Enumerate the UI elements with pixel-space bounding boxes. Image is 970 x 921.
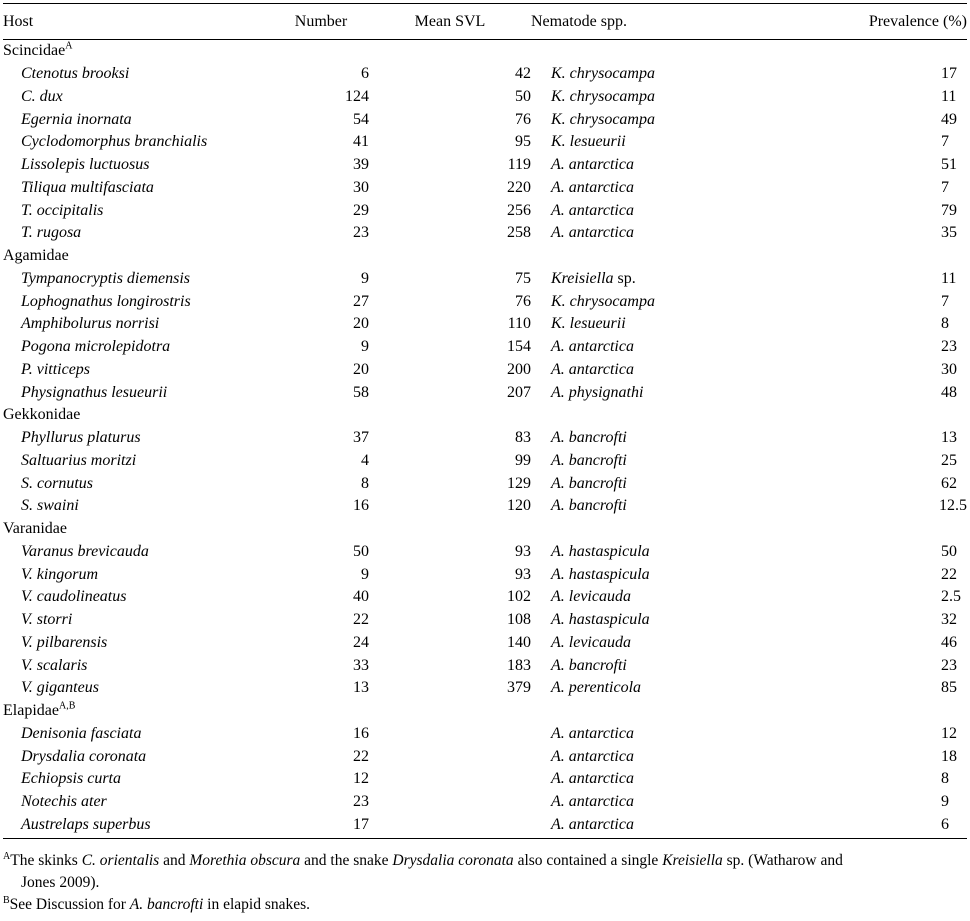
table-row [3, 336, 967, 359]
italic-text: Drysdalia coronata [392, 852, 514, 869]
host-cell: C. dux [21, 87, 63, 105]
italic-text: A. bancrofti [551, 474, 627, 492]
nematode-cell [531, 268, 751, 291]
host-cell: Egernia inornata [21, 110, 132, 128]
host-cell: Lissolepis luctuosus [21, 156, 150, 174]
italic-text: A. levicauda [551, 633, 631, 651]
mean-svl-cell [369, 791, 531, 814]
italic-text: A. hastaspicula [551, 565, 650, 583]
nematode-cell [531, 541, 751, 564]
prevalence-value: 48 [941, 383, 957, 401]
prevalence-cell [751, 313, 967, 336]
table-row [3, 472, 967, 495]
nematode-cell [531, 63, 751, 86]
group-name: Elapidae [3, 702, 59, 720]
prevalence-value: 50 [941, 542, 957, 560]
italic-text: Morethia obscura [189, 852, 301, 869]
prevalence-cell [751, 336, 967, 359]
number-cell: 124 [345, 87, 369, 105]
nematode-cell [531, 677, 751, 700]
table-row [3, 654, 967, 677]
prevalence-cell [751, 472, 967, 495]
table-row [3, 199, 967, 222]
prevalence-cell [751, 541, 967, 564]
footnote-line [3, 872, 967, 894]
italic-text: A. antarctica [551, 360, 634, 378]
prevalence-value: 32 [941, 611, 957, 629]
group-name: Scincidae [3, 42, 66, 60]
prevalence-value: 12 [941, 724, 957, 742]
number-cell: 22 [353, 611, 369, 629]
prevalence-cell [751, 723, 967, 746]
number-cell: 54 [353, 110, 369, 128]
number-cell: 9 [361, 565, 369, 583]
host-cell: Notechis ater [21, 793, 107, 811]
nematode-cell [531, 814, 751, 839]
number-cell: 27 [353, 292, 369, 310]
footnote-marker: A [3, 850, 11, 862]
nematode-cell [531, 768, 751, 791]
italic-text: A. bancrofti [551, 656, 627, 674]
table-row [3, 563, 967, 586]
plain-text: and the snake [300, 852, 393, 869]
prevalence-value: 2.5 [941, 588, 961, 606]
prevalence-value: 6 [941, 815, 949, 833]
nematode-cell [531, 222, 751, 245]
number-cell: 8 [361, 474, 369, 492]
mean-svl-cell: 83 [515, 429, 531, 447]
italic-text: A. antarctica [551, 178, 634, 196]
italic-text: K. chrysocampa [551, 87, 655, 105]
nematode-cell [531, 381, 751, 404]
mean-svl-cell: 379 [507, 679, 531, 697]
italic-text: Kreisiella [551, 269, 614, 287]
table-row [3, 541, 967, 564]
number-cell: 13 [353, 679, 369, 697]
mean-svl-cell: 119 [507, 156, 531, 174]
host-cell: V. scalaris [21, 656, 88, 674]
host-cell: Tiliqua multifasciata [21, 178, 154, 196]
plain-text: also contained a single [513, 852, 663, 869]
host-cell: V. pilbarensis [21, 633, 108, 651]
prevalence-value: 62 [941, 474, 957, 492]
host-cell: V. kingorum [21, 565, 99, 583]
prevalence-cell [751, 563, 967, 586]
prevalence-value: 23 [941, 338, 957, 356]
group-name-cell [3, 700, 967, 723]
group-name: Varanidae [3, 520, 67, 538]
table-row [3, 791, 967, 814]
host-cell: Physignathus lesueurii [21, 383, 168, 401]
italic-text: K. lesueurii [551, 315, 626, 333]
number-cell: 17 [273, 814, 369, 839]
host-cell: Drysdalia coronata [21, 747, 147, 765]
number-cell: 23 [353, 793, 369, 811]
italic-text: A. perenticola [551, 679, 642, 697]
mean-svl-cell: 93 [515, 542, 531, 560]
mean-svl-cell [369, 768, 531, 791]
footnote-marker: B [3, 894, 10, 906]
italic-text: A. levicauda [551, 588, 631, 606]
prevalence-value: 85 [941, 679, 957, 697]
plain-text: sp. (Watharow and [722, 852, 843, 869]
prevalence-value: 22 [941, 565, 957, 583]
table-row [3, 723, 967, 746]
plain-text: in elapid snakes. [203, 896, 311, 913]
prevalence-value: 23 [941, 656, 957, 674]
mean-svl-cell [369, 745, 531, 768]
mean-svl-cell: 108 [507, 611, 531, 629]
plain-text: and [159, 852, 190, 869]
nematode-cell [531, 199, 751, 222]
nematode-cell [531, 745, 751, 768]
mean-svl-cell: 207 [507, 383, 531, 401]
table-row [3, 268, 967, 291]
host-cell: V. giganteus [21, 679, 99, 697]
italic-text: Kreisiella [662, 852, 723, 869]
host-cell: Phyllurus platurus [21, 429, 141, 447]
mean-svl-cell: 93 [515, 565, 531, 583]
prevalence-cell [751, 654, 967, 677]
number-cell: 12 [353, 770, 369, 788]
mean-svl-cell: 110 [507, 315, 531, 333]
italic-text: A. antarctica [551, 793, 634, 811]
number-cell: 40 [353, 588, 369, 606]
table-row [3, 154, 967, 177]
host-cell: Cyclodomorphus branchialis [21, 133, 208, 151]
nematode-cell [531, 563, 751, 586]
table-header [3, 4, 967, 40]
mean-svl-cell: 75 [515, 269, 531, 287]
nematode-cell [531, 632, 751, 655]
table-row [3, 108, 967, 131]
prevalence-cell [751, 677, 967, 700]
italic-text: A. antarctica [551, 201, 634, 219]
number-cell: 33 [353, 656, 369, 674]
nematode-cell [531, 359, 751, 382]
prevalence-cell [751, 427, 967, 450]
mean-svl-cell: 183 [507, 656, 531, 674]
prevalence-cell [751, 86, 967, 109]
plain-text: Jones 2009). [21, 874, 100, 891]
table-row [3, 131, 967, 154]
prevalence-value: 7 [941, 133, 949, 151]
prevalence-cell [751, 814, 967, 839]
italic-text: A. physignathi [551, 383, 644, 401]
host-cell: Tympanocryptis diemensis [21, 269, 191, 287]
number-cell: 30 [353, 178, 369, 196]
table-row [3, 222, 967, 245]
nematode-cell [531, 86, 751, 109]
table-row [3, 313, 967, 336]
nematode-cell [531, 427, 751, 450]
header-prevalence: Prevalence (%) [751, 4, 967, 40]
mean-svl-cell: 200 [507, 360, 531, 378]
number-cell: 23 [353, 224, 369, 242]
mean-svl-cell: 129 [507, 474, 531, 492]
nematode-cell [531, 131, 751, 154]
prevalence-cell [751, 290, 967, 313]
prevalence-cell [751, 268, 967, 291]
prevalence-cell [751, 108, 967, 131]
mean-svl-cell: 140 [507, 633, 531, 651]
number-cell: 9 [361, 338, 369, 356]
prevalence-cell [751, 495, 967, 518]
italic-text: A. bancrofti [551, 497, 627, 515]
group-name-cell [3, 404, 967, 427]
header-row [3, 4, 967, 40]
nematode-host-table [3, 3, 967, 839]
prevalence-cell [751, 359, 967, 382]
number-cell: 16 [353, 497, 369, 515]
italic-text: A. hastaspicula [551, 542, 650, 560]
italic-text: K. lesueurii [551, 133, 626, 151]
number-cell: 16 [353, 724, 369, 742]
table-row [3, 290, 967, 313]
prevalence-cell [751, 222, 967, 245]
host-cell: V. caudolineatus [21, 588, 127, 606]
host-cell: Saltuarius moritzi [21, 451, 137, 469]
group-row [3, 700, 967, 723]
plain-text: sp. [613, 269, 636, 287]
mean-svl-cell: 256 [507, 201, 531, 219]
prevalence-value: 8 [941, 770, 949, 788]
number-cell: 20 [353, 360, 369, 378]
host-cell: Amphibolurus norrisi [21, 315, 160, 333]
number-cell: 20 [353, 315, 369, 333]
prevalence-value: 11 [941, 87, 957, 105]
italic-text: A. hastaspicula [551, 611, 650, 629]
nematode-cell [531, 586, 751, 609]
italic-text: A. antarctica [551, 747, 634, 765]
group-name: Gekkonidae [3, 406, 81, 424]
number-cell: 58 [353, 383, 369, 401]
prevalence-value: 46 [941, 633, 957, 651]
nematode-cell [531, 336, 751, 359]
footnote-marker: A [65, 41, 73, 53]
group-row [3, 245, 967, 268]
prevalence-value: 8 [941, 315, 949, 333]
mean-svl-cell: 42 [515, 65, 531, 83]
italic-text: A. antarctica [551, 156, 634, 174]
host-cell: S. cornutus [21, 474, 93, 492]
host-cell: Austrelaps superbus [3, 814, 273, 839]
prevalence-cell [751, 199, 967, 222]
group-name-cell [3, 40, 967, 63]
table-row [3, 450, 967, 473]
group-name-cell [3, 245, 967, 268]
mean-svl-cell: 102 [507, 588, 531, 606]
nematode-cell [531, 791, 751, 814]
group-row [3, 404, 967, 427]
number-cell: 50 [353, 542, 369, 560]
nematode-cell [531, 313, 751, 336]
table-row [3, 814, 967, 839]
footnote-marker: A,B [58, 700, 76, 712]
prevalence-value: 79 [941, 201, 957, 219]
mean-svl-cell: 120 [507, 497, 531, 515]
prevalence-value: 13 [941, 429, 957, 447]
number-cell: 24 [353, 633, 369, 651]
host-cell: T. rugosa [21, 224, 82, 242]
nematode-cell [531, 154, 751, 177]
number-cell: 29 [353, 201, 369, 219]
prevalence-value: 9 [941, 793, 949, 811]
table-body [3, 40, 967, 839]
mean-svl-cell [369, 814, 531, 839]
nematode-cell [531, 654, 751, 677]
mean-svl-cell: 76 [515, 292, 531, 310]
nematode-host-table-container [3, 3, 967, 839]
prevalence-cell [751, 745, 967, 768]
prevalence-cell [751, 154, 967, 177]
table-row [3, 177, 967, 200]
host-cell: Ctenotus brooksi [21, 65, 130, 83]
prevalence-cell [751, 768, 967, 791]
prevalence-value: 7 [941, 292, 949, 310]
nematode-cell [531, 108, 751, 131]
italic-text: A. antarctica [551, 770, 634, 788]
host-cell: V. storri [21, 611, 73, 629]
table-row [3, 63, 967, 86]
mean-svl-cell: 258 [507, 224, 531, 242]
prevalence-value: 30 [941, 360, 957, 378]
italic-text: A. antarctica [551, 224, 634, 242]
prevalence-value: 49 [941, 110, 957, 128]
nematode-cell [531, 609, 751, 632]
italic-text: A. antarctica [551, 815, 634, 833]
number-cell: 39 [353, 156, 369, 174]
number-cell: 22 [353, 747, 369, 765]
prevalence-cell [751, 63, 967, 86]
prevalence-value: 25 [941, 451, 957, 469]
host-cell: P. vitticeps [21, 360, 91, 378]
number-cell: 4 [361, 451, 369, 469]
number-cell: 6 [361, 65, 369, 83]
italic-text: A. antarctica [551, 724, 634, 742]
table-row [3, 86, 967, 109]
host-cell: S. swaini [21, 497, 79, 515]
nematode-cell [531, 177, 751, 200]
mean-svl-cell: 99 [515, 451, 531, 469]
table-row [3, 768, 967, 791]
prevalence-value: 17 [941, 65, 957, 83]
mean-svl-cell: 50 [515, 87, 531, 105]
prevalence-value: 18 [941, 747, 957, 765]
prevalence-value: 35 [941, 224, 957, 242]
table-row [3, 745, 967, 768]
prevalence-value: 12.5 [939, 497, 967, 515]
italic-text: K. chrysocampa [551, 65, 655, 83]
prevalence-cell [751, 177, 967, 200]
host-cell: Echiopsis curta [21, 770, 121, 788]
header-mean-svl: Mean SVL [369, 4, 531, 40]
footnote-line [3, 850, 967, 872]
mean-svl-cell: 76 [515, 110, 531, 128]
prevalence-cell [751, 791, 967, 814]
plain-text: The skinks [10, 852, 82, 869]
italic-text: K. chrysocampa [551, 110, 655, 128]
mean-svl-cell: 220 [507, 178, 531, 196]
table-footnotes [3, 850, 967, 916]
prevalence-cell [751, 632, 967, 655]
table-row [3, 609, 967, 632]
prevalence-cell [751, 586, 967, 609]
nematode-cell [531, 723, 751, 746]
plain-text: See Discussion for [9, 896, 130, 913]
table-row [3, 632, 967, 655]
table-row [3, 586, 967, 609]
host-cell: Varanus brevicauda [21, 542, 149, 560]
header-number: Number [273, 4, 369, 40]
number-cell: 37 [353, 429, 369, 447]
group-name-cell [3, 518, 967, 541]
mean-svl-cell [369, 723, 531, 746]
number-cell: 9 [361, 269, 369, 287]
nematode-cell [531, 472, 751, 495]
italic-text: K. chrysocampa [551, 292, 655, 310]
nematode-cell [531, 495, 751, 518]
group-row [3, 518, 967, 541]
table-row [3, 495, 967, 518]
italic-text: A. bancrofti [129, 896, 204, 913]
prevalence-cell [751, 131, 967, 154]
header-nematode-spp: Nematode spp. [531, 4, 751, 40]
nematode-cell [531, 290, 751, 313]
table-row [3, 427, 967, 450]
italic-text: C. orientalis [81, 852, 160, 869]
nematode-cell [531, 450, 751, 473]
table-row [3, 381, 967, 404]
prevalence-cell [751, 609, 967, 632]
host-cell: T. occipitalis [21, 201, 104, 219]
prevalence-cell [751, 381, 967, 404]
host-cell: Lophognathus longirostris [21, 292, 191, 310]
mean-svl-cell: 154 [507, 338, 531, 356]
table-row [3, 677, 967, 700]
italic-text: A. bancrofti [551, 451, 627, 469]
prevalence-value: 51 [941, 156, 957, 174]
prevalence-value: 7 [941, 178, 949, 196]
group-name: Agamidae [3, 247, 69, 265]
footnote-line [3, 894, 967, 916]
host-cell: Denisonia fasciata [21, 724, 142, 742]
table-row [3, 359, 967, 382]
prevalence-cell [751, 450, 967, 473]
header-host: Host [3, 4, 273, 40]
prevalence-value: 11 [941, 269, 957, 287]
host-cell: Pogona microlepidotra [21, 338, 171, 356]
mean-svl-cell: 95 [515, 133, 531, 151]
italic-text: A. antarctica [551, 338, 634, 356]
italic-text: A. bancrofti [551, 429, 627, 447]
group-row [3, 40, 967, 63]
number-cell: 41 [353, 133, 369, 151]
